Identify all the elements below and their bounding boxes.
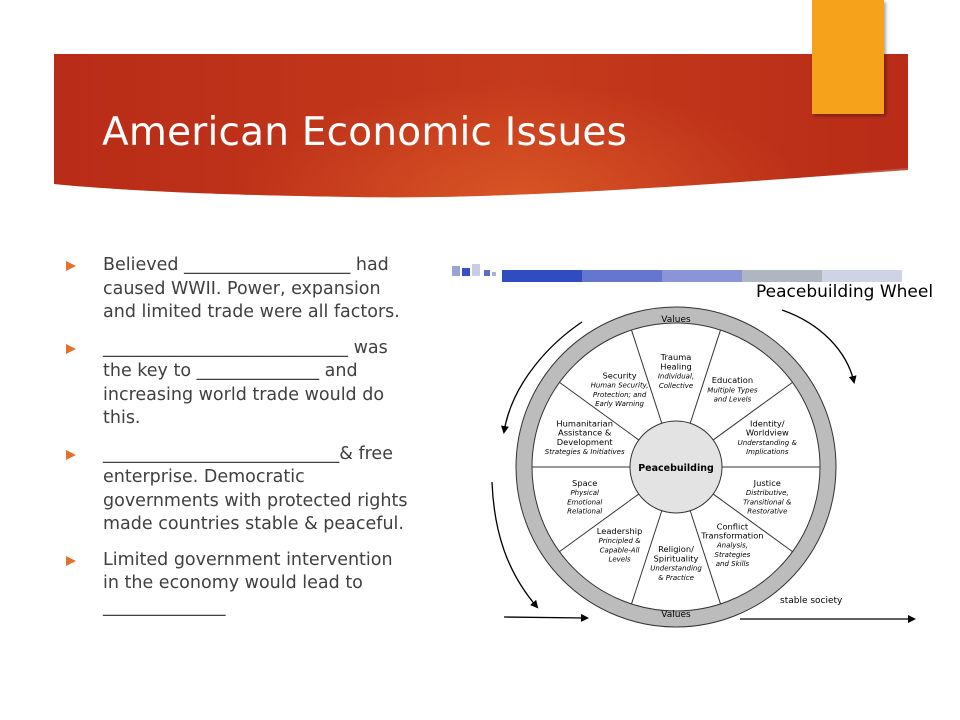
accent-tab bbox=[812, 0, 884, 114]
center-label: Peacebuilding bbox=[638, 463, 714, 474]
segment-title: Trauma bbox=[660, 352, 692, 363]
segment-title: Justice bbox=[753, 477, 781, 488]
wheel-svg bbox=[452, 262, 938, 634]
segment-title: Education bbox=[711, 375, 754, 386]
bullet-text: Believed ___________________ had caused WWII. Power, expansion and limited trade were all factors. bbox=[103, 255, 400, 322]
segment-title: Religion/ bbox=[658, 544, 694, 555]
segment-subtitle: Transitional & bbox=[743, 498, 792, 507]
segment-title: Humanitarian bbox=[556, 418, 614, 429]
segment-title: Conflict bbox=[716, 521, 749, 532]
bullet-text: ___________________________& free enterprise. Democratic governments with protected rights made countries stable & peaceful. bbox=[103, 443, 408, 534]
bullet-item bbox=[62, 254, 412, 325]
segment-subtitle: Strategies bbox=[714, 550, 751, 559]
bullet-arrow-icon bbox=[66, 450, 76, 460]
segment-subtitle: Distributive, bbox=[745, 489, 789, 498]
segment-subtitle: Capable-All bbox=[599, 546, 640, 555]
bullet-text: Limited government intervention in the economy would lead to ______________ bbox=[103, 549, 393, 617]
header-strip-pixel bbox=[472, 264, 480, 276]
segment-subtitle: Strategies & Initiatives bbox=[544, 448, 625, 457]
bullet-arrow-icon bbox=[66, 261, 76, 271]
segment-title: Space bbox=[572, 477, 598, 488]
segment-subtitle: & Practice bbox=[658, 573, 694, 582]
bullet-item bbox=[62, 549, 412, 620]
segment-subtitle: Levels bbox=[608, 555, 631, 564]
ring-label-top: Values bbox=[661, 315, 691, 325]
segment-subtitle: Principled & bbox=[598, 537, 641, 546]
segment-title: Spirituality bbox=[653, 553, 699, 564]
segment-trauma-healing bbox=[658, 352, 694, 390]
ring-label-bottom: Values bbox=[661, 610, 691, 620]
segment-subtitle: Protection; and bbox=[592, 390, 647, 399]
segment-subtitle: Implications bbox=[746, 448, 789, 457]
header-strip-pixel bbox=[452, 266, 460, 276]
header-strip-band bbox=[742, 270, 822, 282]
header-pixel-strip bbox=[452, 264, 902, 282]
segment-subtitle: and Levels bbox=[713, 395, 752, 404]
segment-subtitle: Emotional bbox=[567, 498, 603, 507]
segment-subtitle: Individual, bbox=[657, 372, 695, 381]
bullet-arrow-icon bbox=[66, 344, 76, 354]
segment-subtitle: Human Security, bbox=[590, 381, 649, 390]
segment-space bbox=[567, 478, 602, 516]
diagram-title: Peacebuilding Wheel bbox=[756, 282, 934, 302]
segment-subtitle: Physical bbox=[570, 489, 599, 498]
segment-title: Transformation bbox=[701, 530, 764, 541]
outer-note: stable society bbox=[780, 596, 843, 606]
header-strip-band bbox=[662, 270, 742, 282]
bullet-list bbox=[62, 254, 412, 631]
segment-subtitle: Understanding & bbox=[737, 438, 797, 447]
segment-title: Identity/ bbox=[750, 418, 785, 429]
bottom-arrow-left bbox=[504, 617, 587, 618]
peacebuilding-wheel-diagram bbox=[452, 262, 938, 634]
header-strip-pixel bbox=[462, 268, 470, 276]
segment-subtitle: Restorative bbox=[747, 507, 788, 516]
segment-subtitle: Collective bbox=[658, 381, 694, 390]
segment-subtitle: Analysis, bbox=[716, 541, 748, 550]
header-strip-pixel bbox=[492, 272, 496, 276]
segment-title: Healing bbox=[660, 361, 692, 372]
header-strip-pixel bbox=[484, 270, 490, 276]
slide-title: American Economic Issues bbox=[102, 110, 628, 155]
segment-title: Development bbox=[556, 436, 613, 447]
header-strip-band bbox=[582, 270, 662, 282]
bullet-item bbox=[62, 337, 412, 431]
segment-subtitle: Relational bbox=[567, 507, 603, 516]
segment-title: Worldview bbox=[745, 427, 789, 438]
segment-title: Assistance & bbox=[558, 427, 612, 438]
segment-subtitle: Understanding bbox=[650, 564, 702, 573]
segment-subtitle: and Skills bbox=[715, 560, 750, 569]
segment-education bbox=[707, 375, 758, 403]
bullet-arrow-icon bbox=[66, 556, 76, 566]
header-strip-band bbox=[502, 270, 582, 282]
segment-title: Security bbox=[602, 370, 637, 381]
segment-subtitle: Multiple Types bbox=[707, 386, 758, 395]
bullet-item bbox=[62, 443, 412, 537]
bullet-text: ____________________________ was the key to ______________ and increasing world trade would do this. bbox=[103, 337, 388, 428]
segment-title: Leadership bbox=[596, 525, 643, 536]
header-strip-band bbox=[822, 270, 902, 282]
segment-subtitle: Early Warning bbox=[595, 400, 645, 409]
